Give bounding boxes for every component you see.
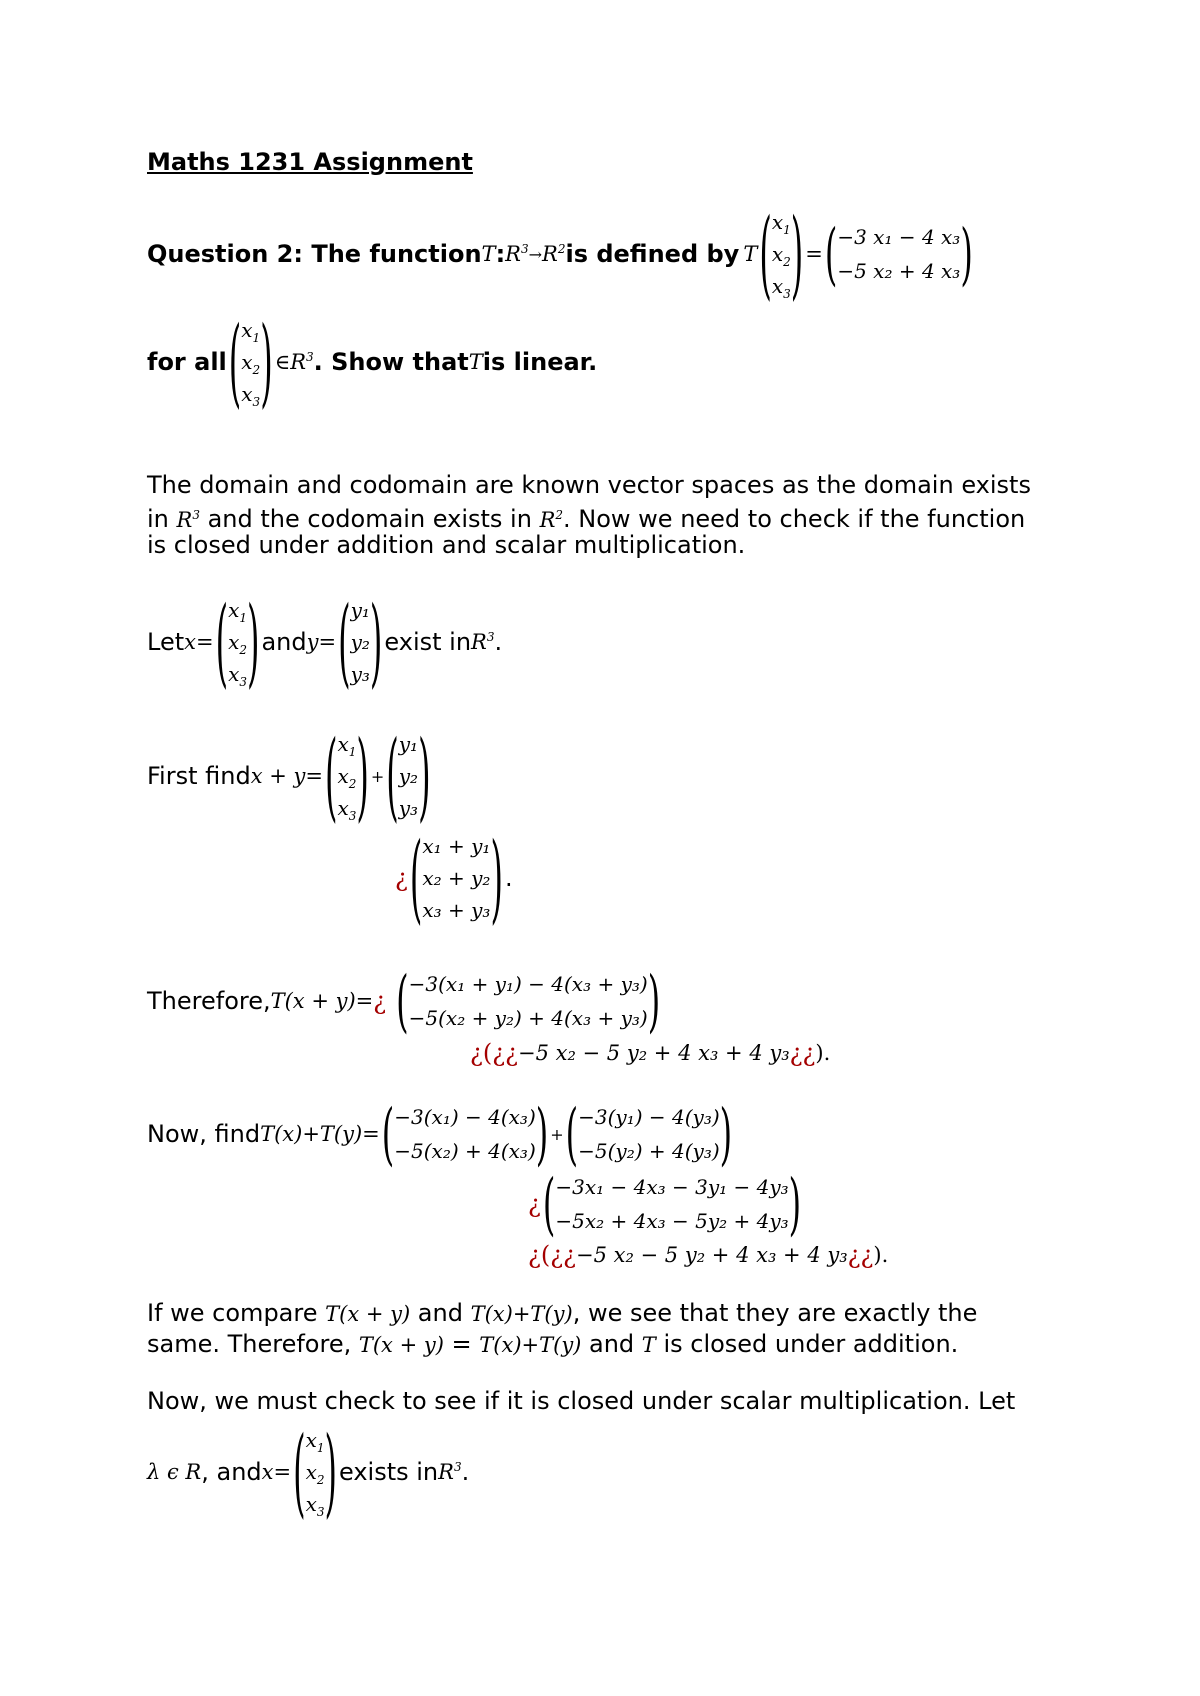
paragraph-line-3: is closed under addition and scalar multiplication. — [147, 531, 746, 559]
now-find-line: Now, find T(x)+T(y)= ( −3(x₁) − 4(x₃) −5(x₂) + 4(x₃) ) + ( −3(y₁) − 4(y₃) −5(y₂) + 4(y₃) ) — [147, 1094, 733, 1174]
compare-line-1: If we compare T(x + y) and T(x)+T(y), we see that they are exactly the — [147, 1299, 978, 1327]
compare-line-2: same. Therefore, T(x + y) = T(x)+T(y) and T is closed under addition. — [147, 1330, 959, 1358]
first-find-line: First find x + y= ( $x_1$ $x_2$ $x_3$ ) + ( y₁ y₂ y₃ ) — [147, 719, 431, 833]
question-colon: : — [495, 240, 506, 268]
domain-symbol: R — [505, 242, 521, 266]
x-vector-2: ( $x_1$ $x_2$ $x_3$ ) — [228, 305, 273, 419]
paragraph-line-2: in $R^3$ and the codomain exists in $R^2$. Now we need to check if the function — [147, 505, 1026, 533]
page-title: Maths 1231 Assignment — [147, 148, 473, 176]
question-prefix: Question 2: The function — [147, 240, 482, 268]
now-find-line-2: ¿ ( −3x₁ − 4x₃ − 3y₁ − 4y₃ −5x₂ + 4x₃ − 5y₂ + 4y₃ ) — [528, 1164, 802, 1244]
codomain-symbol: R — [542, 242, 558, 266]
domain-exponent: 3 — [520, 242, 529, 256]
scalar-line-1: Now, we must check to see if it is closed under scalar multiplication. Let — [147, 1387, 1016, 1415]
equals-sign: = — [805, 242, 823, 266]
let-line: Let x= ( $x_1$ $x_2$ $x_3$ ) and y= ( y₁ y₂ y₃ ) exist in $R^3$ . — [147, 585, 503, 699]
t-symbol: T — [743, 242, 758, 266]
question-line-1 — [147, 197, 975, 311]
question-line-2: for all ( $x_1$ $x_2$ $x_3$ ) ∈ $R^3$ . Show that T is linear. — [147, 305, 598, 419]
for-all-text: for all — [147, 348, 227, 376]
therefore-line: Therefore, T(x + y)= ¿ ( −3(x₁ + y₁) − 4(x₃ + y₃) −5(x₂ + y₂) + 4(x₃ + y₃) ) — [147, 961, 661, 1041]
codomain-exponent: 2 — [557, 242, 566, 256]
sum-result-line: ¿ ( x₁ + y₁ x₂ + y₂ x₃ + y₃ ) . — [395, 821, 513, 935]
arrow-symbol: → — [528, 244, 543, 264]
question-t: T — [481, 242, 496, 266]
therefore-line-2: ¿(¿¿ −5 x₂ − 5 y₂ + 4 x₃ + 4 y₃ ¿¿ ). — [470, 1039, 831, 1067]
scalar-line-2: λ ϵ R , and x= ( $x_1$ $x_2$ $x_3$ ) exists in $R^3$ . — [147, 1415, 470, 1529]
now-find-line-3: ¿(¿¿ −5 x₂ − 5 y₂ + 4 x₃ + 4 y₃ ¿¿ ). — [528, 1241, 889, 1269]
result-vector: ( −3 x₁ − 4 x₃ −5 x₂ + 4 x₃ ) — [824, 214, 973, 294]
inverted-question-glyph: ¿ — [395, 864, 408, 892]
let-y-vector: ( y₁ y₂ y₃ ) — [338, 585, 383, 699]
x-vector: ( $x_1$ $x_2$ $x_3$ ) — [759, 197, 804, 311]
paragraph-line-1: The domain and codomain are known vector spaces as the domain exists — [147, 471, 1031, 499]
question-mid: is defined by — [565, 240, 740, 268]
let-x-vector: ( $x_1$ $x_2$ $x_3$ ) — [215, 585, 260, 699]
